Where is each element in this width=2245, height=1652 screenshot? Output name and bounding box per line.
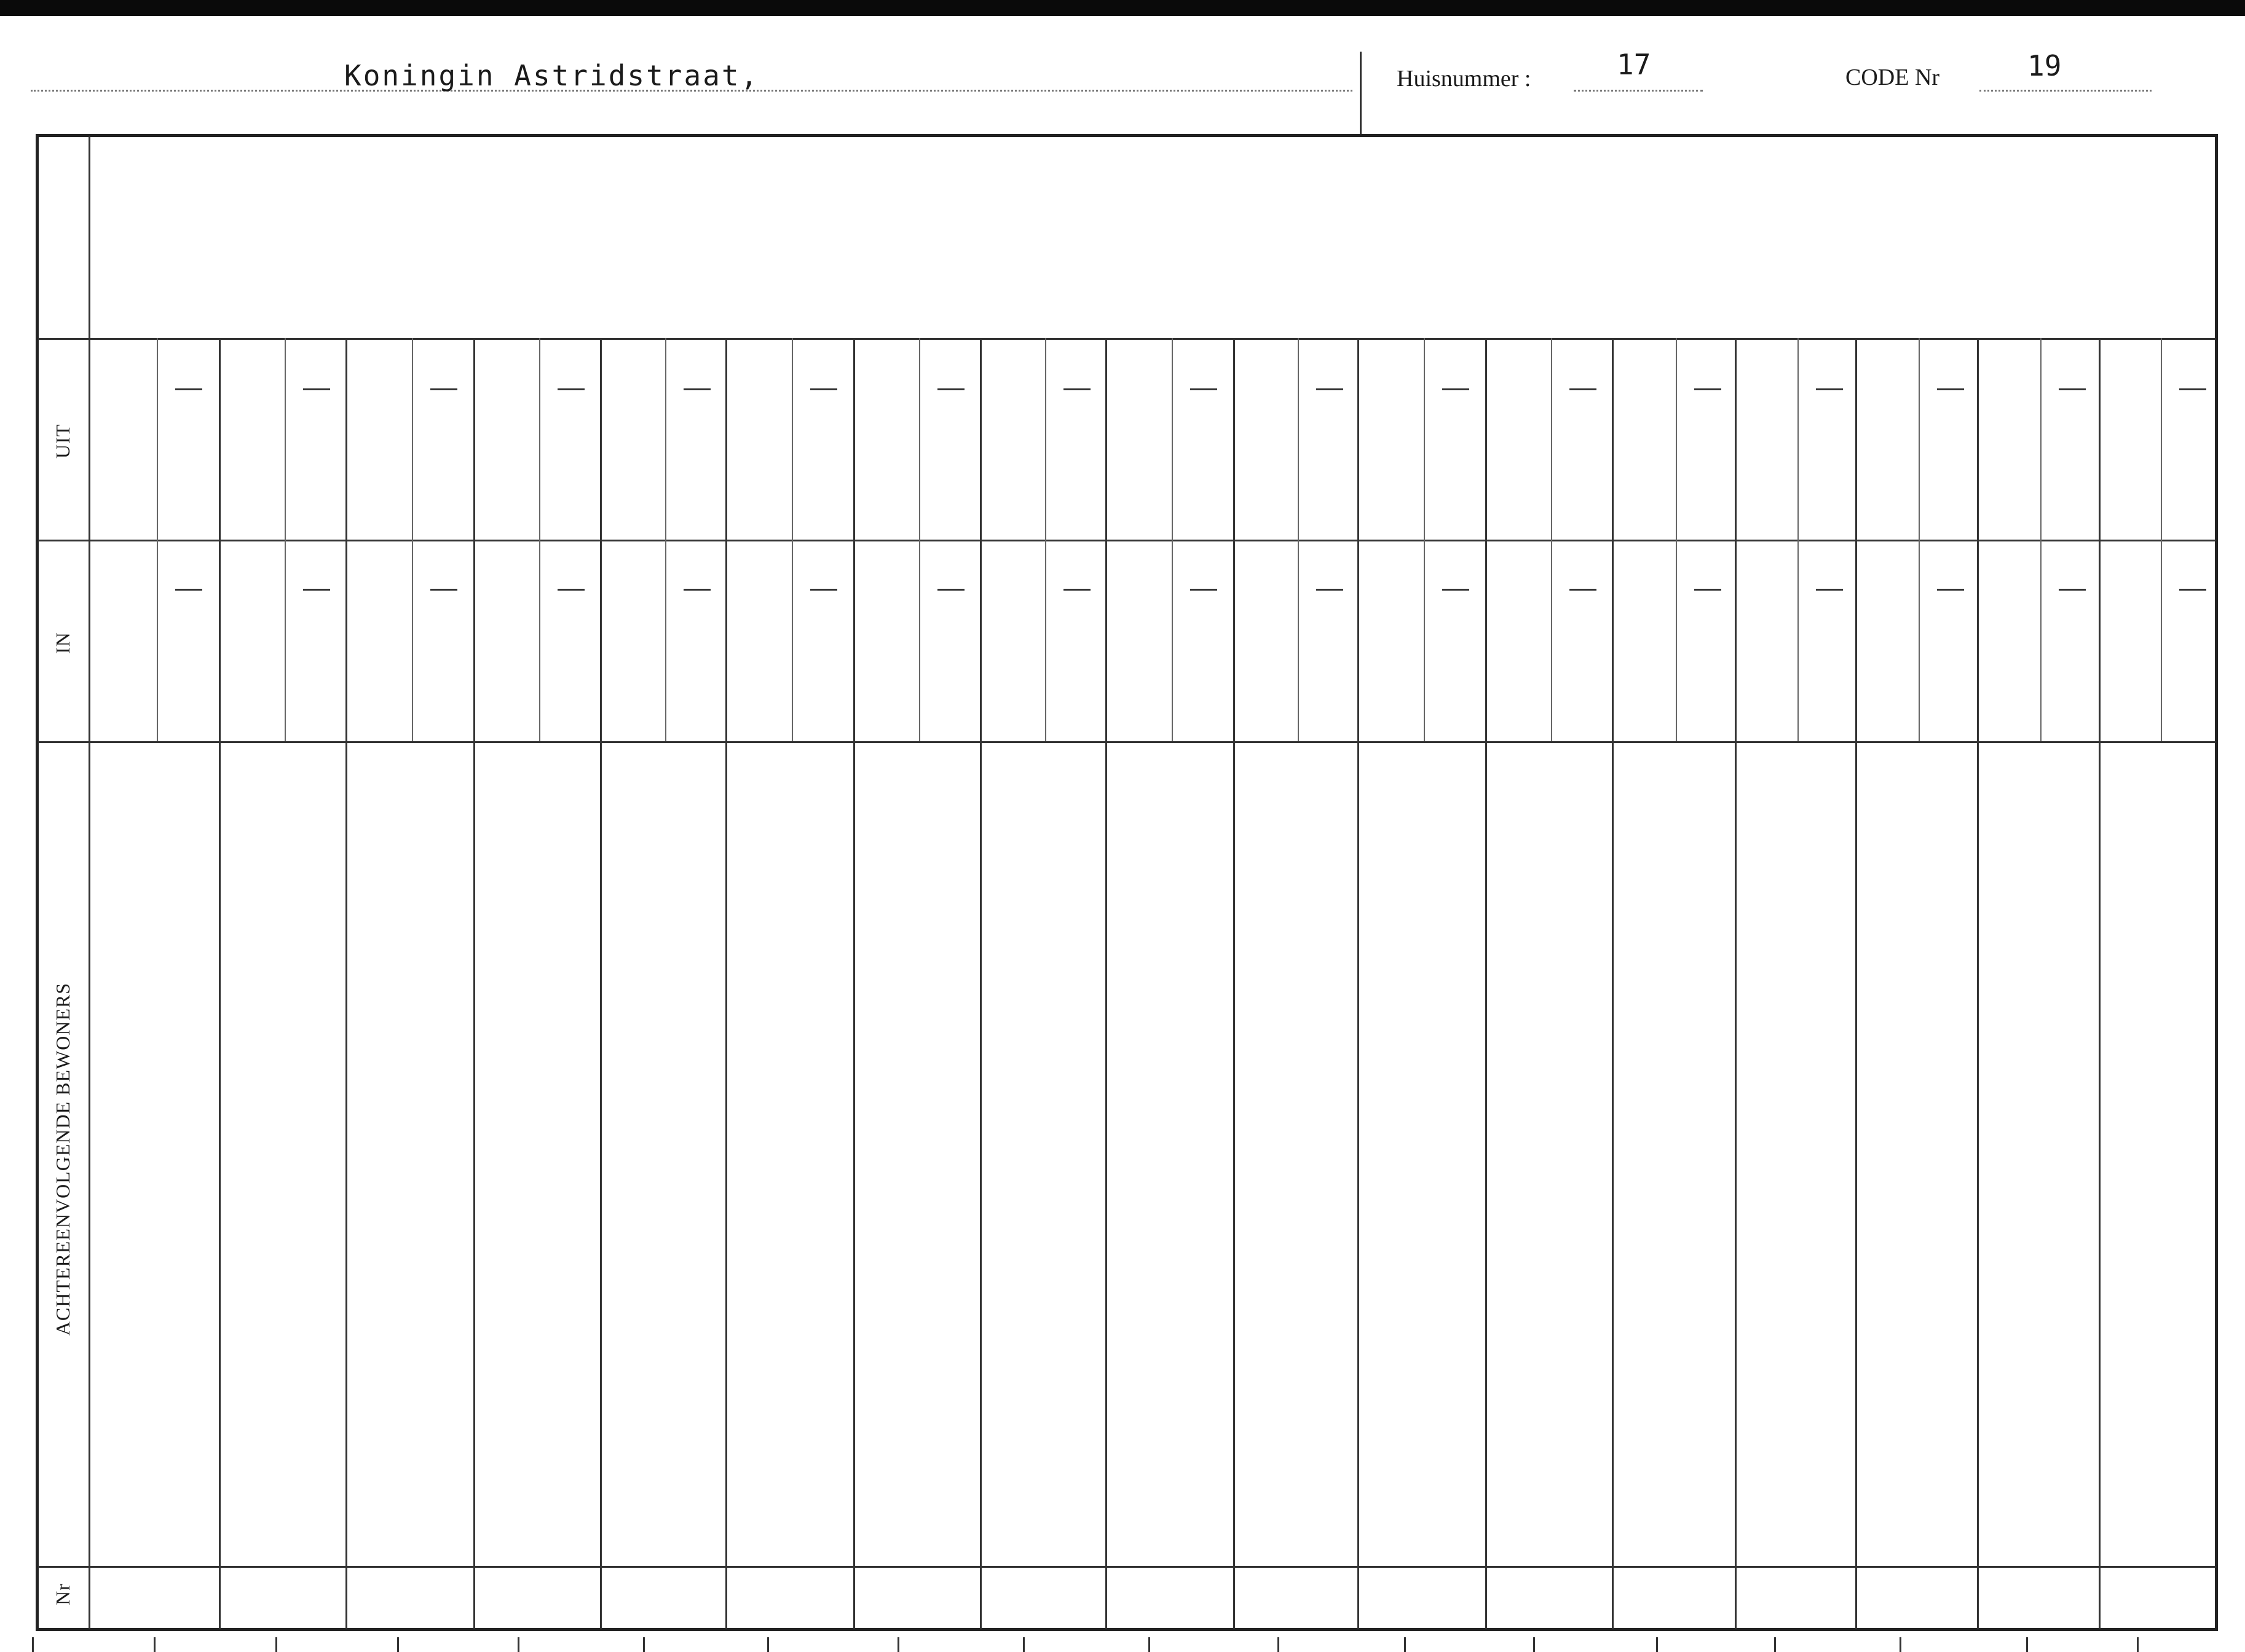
cell-split-line [285,338,286,741]
in-dash [1316,589,1343,591]
cell-split-line [1298,338,1299,741]
uit-section-label: UIT [52,423,74,459]
column-divider [1357,338,1359,1629]
row-divider [38,741,2215,743]
column-divider [1855,338,1857,1629]
uit-dash [175,388,202,390]
column-divider [473,338,475,1629]
uit-dash [1816,388,1843,390]
bewoners-section-label: ACHTEREENVOLGENDE BEWONERS [52,982,74,1336]
label-column-divider [89,136,90,1629]
uit-dash [1694,388,1721,390]
cell-split-line [157,338,158,741]
cell-split-line [2040,338,2042,741]
column-divider [1233,338,1235,1629]
cell-split-line [1919,338,1920,741]
bottom-tick [32,1637,34,1652]
cell-split-line [919,338,920,741]
column-divider [1612,338,1614,1629]
in-dash [684,589,711,591]
top-edge-bar [0,0,2245,16]
in-dash [303,589,330,591]
cell-split-line [1551,338,1552,741]
cell-split-line [2161,338,2162,741]
uit-dash [684,388,711,390]
cell-split-line [1676,338,1677,741]
column-divider [345,338,347,1629]
uit-dash [810,388,837,390]
bottom-tick [2137,1637,2139,1652]
column-divider [853,338,855,1629]
house-number-dotted-line [1574,90,1703,92]
in-dash [1063,589,1091,591]
street-name: Koningin Astridstraat, [344,59,760,92]
bottom-tick [1900,1637,1901,1652]
in-dash [1937,589,1964,591]
uit-dash [1569,388,1596,390]
in-dash [937,589,965,591]
row-divider [38,1566,2215,1568]
bottom-tick [397,1637,399,1652]
uit-dash [2059,388,2086,390]
code-number-dotted-line [1979,90,2152,92]
code-number-label: CODE Nr [1845,65,1940,90]
bottom-tick [1533,1637,1535,1652]
column-divider [1105,338,1107,1629]
bottom-tick [643,1637,645,1652]
bottom-tick [1148,1637,1150,1652]
in-dash [810,589,837,591]
house-number-value: 17 [1617,48,1651,81]
column-divider [980,338,982,1629]
house-number-label: Huisnummer : [1397,66,1531,92]
cell-split-line [1797,338,1799,741]
cell-split-line [539,338,540,741]
cell-split-line [792,338,793,741]
uit-dash [1190,388,1217,390]
in-dash [1442,589,1469,591]
column-divider [725,338,727,1629]
bottom-tick [898,1637,899,1652]
in-dash [2179,589,2206,591]
header-separator [1360,52,1362,134]
in-dash [558,589,585,591]
in-dash [430,589,457,591]
column-divider [1977,338,1979,1629]
nr-section-label: Nr [52,1583,74,1605]
bottom-tick [1404,1637,1406,1652]
uit-dash [1316,388,1343,390]
uit-dash [558,388,585,390]
bottom-tick [1023,1637,1025,1652]
column-divider [219,338,221,1629]
column-divider [2099,338,2101,1629]
uit-dash [1063,388,1091,390]
row-divider [38,540,2215,541]
in-dash [1190,589,1217,591]
in-dash [2059,589,2086,591]
uit-dash [430,388,457,390]
cell-split-line [1172,338,1173,741]
cell-split-line [1045,338,1046,741]
bottom-tick [518,1637,519,1652]
bottom-tick [2026,1637,2028,1652]
in-dash [1816,589,1843,591]
bottom-tick [1774,1637,1776,1652]
in-dash [1569,589,1596,591]
bottom-tick [154,1637,156,1652]
in-dash [175,589,202,591]
bottom-tick [767,1637,769,1652]
uit-dash [1937,388,1964,390]
column-divider [600,338,602,1629]
cell-split-line [665,338,666,741]
register-form-frame [36,134,2218,1631]
in-dash [1694,589,1721,591]
cell-split-line [412,338,413,741]
bottom-tick [275,1637,277,1652]
row-divider [38,338,2215,340]
bottom-tick [1656,1637,1658,1652]
uit-dash [937,388,965,390]
column-divider [1735,338,1737,1629]
bottom-tick [1277,1637,1279,1652]
uit-dash [2179,388,2206,390]
cell-split-line [1424,338,1425,741]
uit-dash [1442,388,1469,390]
uit-dash [303,388,330,390]
column-divider [1485,338,1487,1629]
in-section-label: IN [52,632,74,654]
code-number-value: 19 [2027,49,2062,82]
